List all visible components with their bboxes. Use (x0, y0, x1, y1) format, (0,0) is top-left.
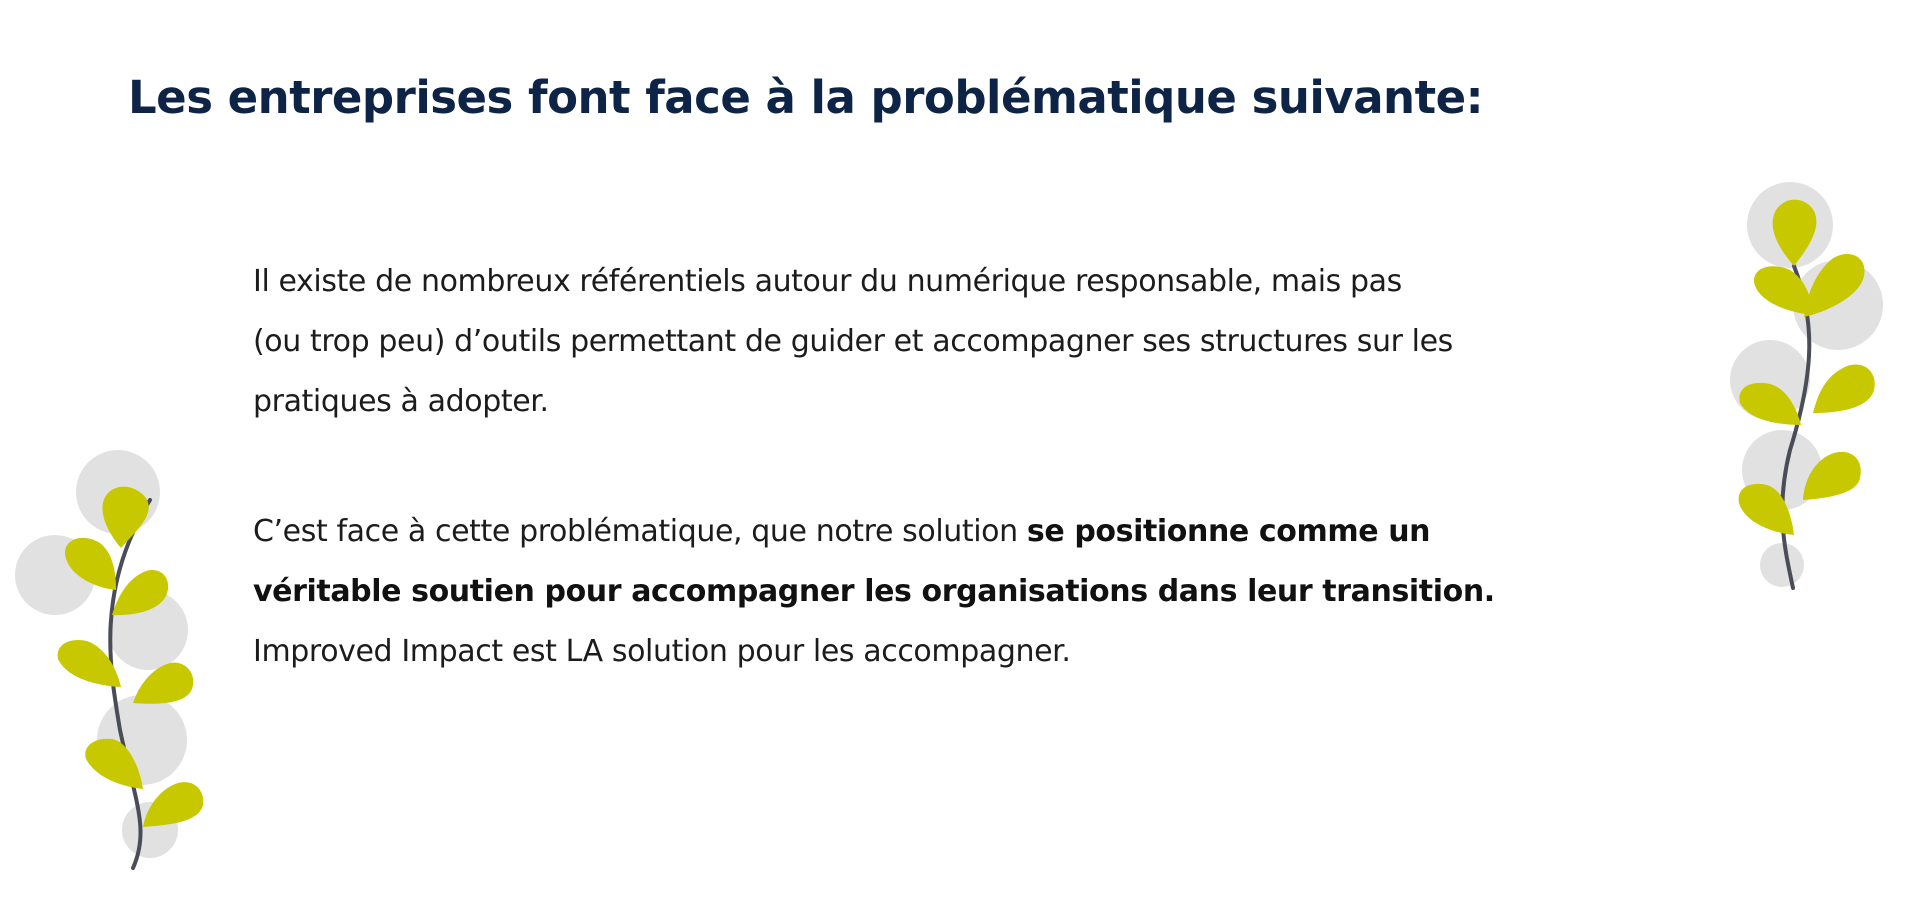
problem-paragraph (253, 252, 1653, 432)
problem-line-1: Il existe de nombreux référentiels autour du numérique responsable, mais pas (253, 264, 1402, 299)
solution-line-1-emphasis: se positionne comme un (1026, 514, 1431, 549)
solution-line-1 (253, 502, 1653, 562)
leafy-branch-left-icon (0, 440, 220, 880)
problem-line-3: pratiques à adopter. (253, 384, 549, 419)
leafy-branch-right-icon (1690, 170, 1921, 600)
solution-line-3: Improved Impact est LA solution pour les accompagner. (253, 634, 1071, 669)
solution-paragraph (253, 502, 1653, 682)
problem-line-2: (ou trop peu) d’outils permettant de guider et accompagner ses structures sur les (253, 324, 1453, 359)
solution-line-1-text: C’est face à cette problématique, que notre solution (253, 514, 1027, 549)
solution-line-2-emphasis: véritable soutien pour accompagner les organisations dans leur transition. (253, 574, 1495, 609)
slide-title: Les entreprises font face à la problématique suivante: (128, 71, 1484, 124)
